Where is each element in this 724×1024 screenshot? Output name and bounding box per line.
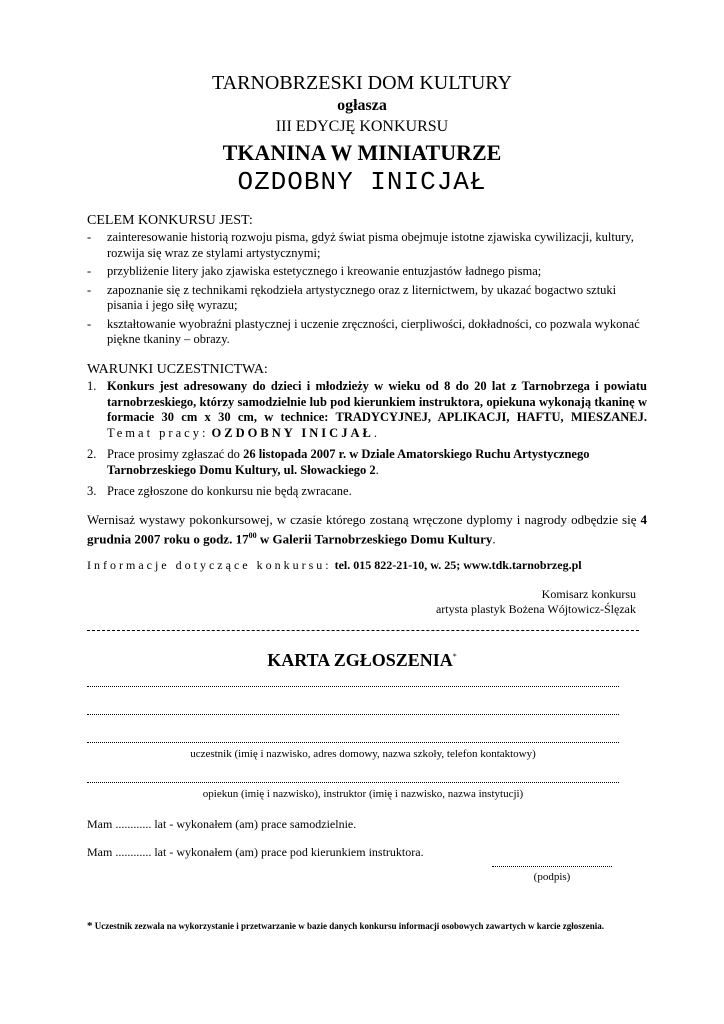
- footnote-text: Uczestnik zezwala na wykorzystanie i przetwarzanie w bazie danych konkursu informacji osobowych zawartych w karcie zgłoszenia.: [94, 921, 605, 931]
- age-line-instructor: Mam ............ lat - wykonałem (am) prace pod kierunkiem instruktora.: [87, 845, 424, 859]
- guardian-caption: opiekun (imię i nazwisko), instruktor (imię i nazwisko, nazwa instytucji): [202, 788, 524, 800]
- condition-3-text: Prace zgłoszone do konkursu nie będą zwracane.: [107, 484, 352, 498]
- goal-item-text: kształtowanie wyobraźni plastycznej i uczenie zręczności, cierpliwości, dokładności, co pozwala wykonać piękne tkaniny – obrazy.: [107, 316, 640, 346]
- condition-1-end: .: [373, 425, 377, 440]
- commissioner-role: Komisarz konkursu: [541, 587, 636, 601]
- guardian-line[interactable]: [87, 782, 619, 783]
- condition-2-pre: Prace prosimy zgłaszać do: [107, 447, 244, 461]
- contest-subtitle: OZDOBNY INICJAŁ: [237, 167, 487, 197]
- condition-item: 2. Prace prosimy zgłaszać do 26 listopada 2007 r. w Dziale Amatorskiego Ruchu Artystycznego Tarnobrzeskiego Domu Kultury, ul. Słowackiego 2.: [87, 447, 590, 477]
- form-title: [0, 646, 724, 671]
- condition-item: 1. Konkurs jest adresowany do dzieci i młodzieży w wieku od 8 do 20 lat z Tarnobrzega i powiatu tarnobrzeskiego, którzy samodzielnie lub pod kierunkiem instruktora, opiekuna wykonają tkaninę w formacie 30 cm x 30 cm, w technice: TRADYCYJNEJ, APLIKACJI, HAFTU, MIESZANEJ. Temat pracy: OZDOBNY INICJAŁ.: [87, 379, 647, 440]
- condition-2-bold: 26 listopada 2007 r. w Dziale Amatorskiego Ruchu Artystycznego Tarnobrzeskiego Domu Kultury, ul. Słowackiego 2: [107, 447, 590, 477]
- conditions-list: [87, 379, 647, 503]
- vernissage-paragraph: [87, 512, 647, 547]
- form-title-text: KARTA ZGŁOSZENIA: [267, 650, 453, 670]
- footnote-mark: *: [87, 920, 93, 932]
- separator-line: [87, 630, 639, 631]
- participant-line-2[interactable]: [87, 714, 619, 715]
- condition-item: 3. Prace zgłoszone do konkursu nie będą zwracane.: [87, 484, 352, 498]
- signature-line[interactable]: [492, 866, 612, 867]
- info-contact: tel. 015 822-21-10, w. 25; www.tdk.tarnobrzeg.pl: [334, 558, 582, 572]
- signature-caption: (podpis): [533, 871, 571, 883]
- goals-heading: CELEM KONKURSU JEST:: [87, 213, 253, 228]
- vernissage-end: .: [492, 531, 496, 547]
- vernissage-date: 4 grudnia 2007 roku o godz. 17: [87, 512, 647, 547]
- goal-item: - zapoznanie się z technikami rękodzieła artystycznego oraz z liternictwem, by ukazać bogactwo sztuki pisania i jego siłę wyrazu;: [87, 282, 617, 312]
- edition-heading: III EDYCJĘ KONKURSU: [275, 118, 449, 135]
- vernissage-place: w Galerii Tarnobrzeskiego Domu Kultury: [256, 531, 493, 547]
- vernissage-time-sup: 00: [248, 531, 257, 540]
- participant-caption: uczestnik (imię i nazwisko, adres domowy, nazwa szkoły, telefon kontaktowy): [190, 748, 536, 760]
- condition-1-theme: OZDOBNY INICJAŁ: [211, 425, 374, 440]
- participant-line-3[interactable]: [87, 742, 619, 743]
- form-title-mark: *: [452, 652, 457, 661]
- age-line-independent: Mam ............ lat - wykonałem (am) prace samodzielnie.: [87, 817, 357, 831]
- goals-list: [87, 230, 647, 351]
- participant-line-1[interactable]: [87, 686, 619, 687]
- conditions-heading: WARUNKI UCZESTNICTWA:: [87, 362, 268, 377]
- organizer-heading: TARNOBRZESKI DOM KULTURY: [212, 72, 512, 94]
- info-line: [87, 558, 647, 573]
- info-label: Informacje dotyczące konkursu:: [87, 558, 332, 572]
- goal-item: - zainteresowanie historią rozwoju pisma, gdyż świat pisma obejmuje istotne zjawiska cywilizacji, kultury, rozwija się wraz ze stylami artystycznymi;: [87, 230, 634, 260]
- goal-item-text: przybliżenie litery jako zjawiska estetycznego i kreowanie entuzjastów ładnego pisma;: [107, 264, 542, 278]
- footnote: [87, 920, 647, 932]
- goal-item-text: zapoznanie się z technikami rękodzieła artystycznego oraz z liternictwem, by ukazać bogactwo sztuki pisania i jego siłę wyrazu;: [107, 282, 617, 312]
- vernissage-pre: Wernisaż wystawy pokonkursowej, w czasie którego zostaną wręczone dyplomy i nagrody odbędzie się: [87, 512, 641, 527]
- condition-1-text: Konkurs jest adresowany do dzieci i młodzieży w wieku od 8 do 20 lat z Tarnobrzega i powiatu tarnobrzeskiego, którzy samodzielnie lub pod kierunkiem instruktora, opiekuna wykonają tkaninę w formacie 30 cm x 30 cm, w technice: TRADYCYJNEJ, APLIKACJI, HAFTU, MIESZANEJ.: [107, 379, 647, 424]
- goal-item-text: zainteresowanie historią rozwoju pisma, gdyż świat pisma obejmuje istotne zjawiska cywilizacji, kultury, rozwija się wraz ze stylami artystycznymi;: [107, 230, 634, 260]
- commissioner-name: artysta plastyk Bożena Wójtowicz-Ślęzak: [435, 602, 636, 616]
- contest-title: TKANINA W MINIATURZE: [222, 140, 502, 165]
- goal-item: - przybliżenie litery jako zjawiska estetycznego i kreowanie entuzjastów ładnego pisma;: [87, 264, 542, 278]
- condition-2-end: .: [375, 462, 379, 477]
- announces-heading: ogłasza: [337, 97, 387, 114]
- goal-item: - kształtowanie wyobraźni plastycznej i uczenie zręczności, cierpliwości, dokładności, co pozwala wykonać piękne tkaniny – obrazy.: [87, 316, 640, 346]
- condition-1-theme-label: Temat pracy:: [107, 425, 209, 440]
